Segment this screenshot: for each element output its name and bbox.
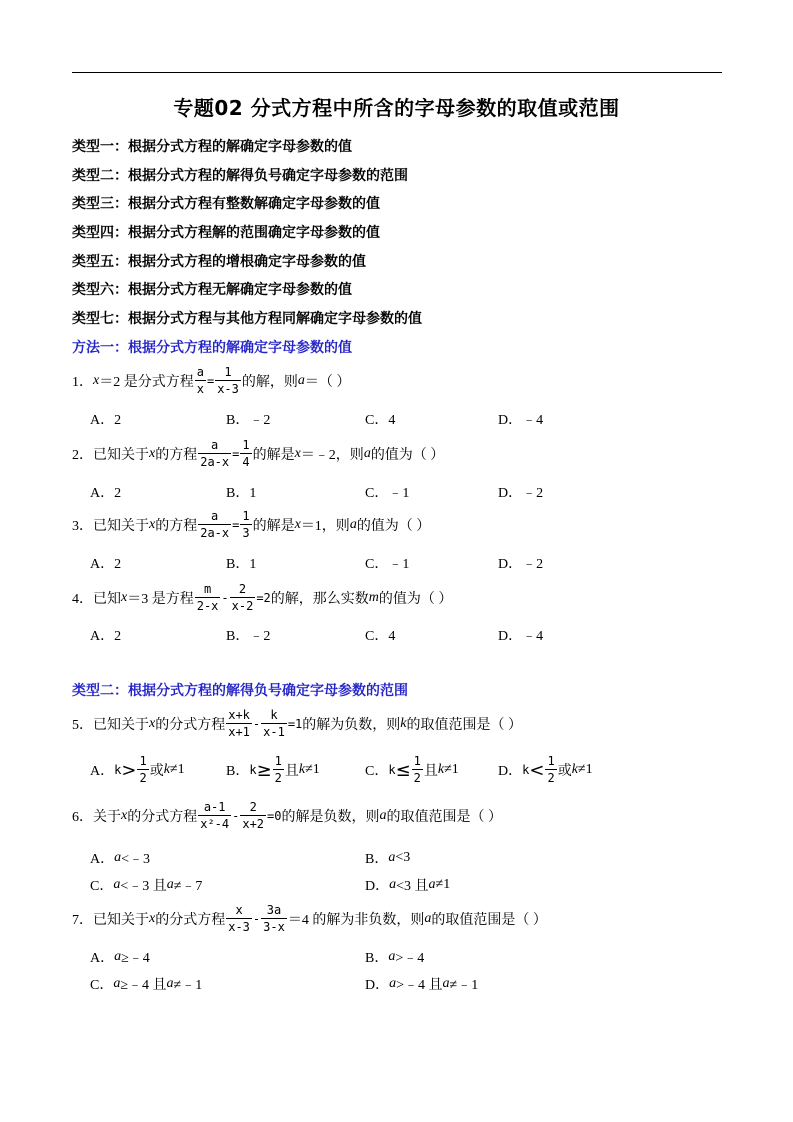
option-c[interactable]: C．﹣1 (365, 557, 410, 572)
option-a[interactable]: A．2 (90, 557, 122, 572)
option-b[interactable]: B．1 (226, 557, 257, 572)
option-a[interactable]: A．2 (90, 486, 122, 501)
question-3: 3． 已知关于 x 的方程 $\frac{a}{2a-x}$ = $\frac{1}{3}$ 的解是 x ＝1，则 a 的值为（ ） (72, 509, 431, 540)
option-c[interactable]: C．4 (365, 413, 396, 428)
option-d[interactable]: D．﹣2 (498, 557, 544, 572)
fraction: $\frac{a-1}{\text{x²-4}}$ (200, 800, 230, 831)
option-d[interactable]: D．﹣4 (498, 629, 544, 644)
option-b[interactable]: B． a <3 (365, 850, 411, 867)
fraction: $\frac{a}{2a-x}$ (200, 438, 230, 469)
fraction: $\frac{k}{x-1}$ (263, 708, 285, 739)
option-a[interactable]: A． a ≥﹣4 (90, 949, 150, 966)
fraction: $\frac{3a}{3-x}$ (263, 903, 285, 934)
fraction: $\frac{2}{x-2}$ (231, 582, 254, 613)
option-a[interactable]: A．2 (90, 629, 122, 644)
type-list-item: 类型六：根据分式方程无解确定字母参数的值 (72, 282, 352, 298)
type-list-item: 类型一：根据分式方程的解确定字母参数的值 (72, 139, 352, 155)
option-d[interactable]: D．﹣2 (498, 486, 544, 501)
header-rule (72, 72, 722, 73)
fraction: $\frac{x}{x-3}$ (228, 903, 250, 934)
type-list-item: 类型三：根据分式方程有整数解确定字母参数的值 (72, 196, 380, 212)
question-4: 4． 已知 x ＝3 是方程 $\frac{m}{2-x}$ - $\frac{2}{x-2}$ =2 的解，那么实数 m 的值为（ ） (72, 582, 453, 613)
question-1: 1． x ＝2 是分式方程 $\frac{a}{x}$ = $\frac{1}{x-3}$ 的解，则 a ＝（ ） (72, 365, 351, 396)
option-a[interactable]: A． a <﹣3 (90, 850, 151, 867)
question-5: 5． 已知关于 x 的分式方程 $\frac{x+k}{x+1}$ - $\frac{k}{x-1}$ =1 的解为负数，则 k 的取值范围是（ ） (72, 708, 522, 739)
type-list-item: 类型四：根据分式方程解的范围确定字母参数的值 (72, 225, 380, 241)
question-6: 6． 关于 x 的分式方程 $\frac{a-1}{\text{x²-4}}$ - $\frac{2}{x+2}$ =0 的解是负数，则 a 的取值范围是（ ） (72, 800, 502, 831)
option-c[interactable]: C． a <﹣3 且 a ≠﹣7 (90, 877, 203, 894)
option-d[interactable]: D． a >﹣4 且 a ≠﹣1 (365, 976, 479, 993)
question-7: 7． 已知关于 x 的分式方程 $\frac{x}{x-3}$ - $\frac{3a}{3-x}$ ＝4 的解为非负数，则 a 的取值范围是（ ） (72, 903, 547, 934)
option-b[interactable]: B． a >﹣4 (365, 949, 425, 966)
option-c[interactable]: C． a ≥﹣4 且 a ≠﹣1 (90, 976, 203, 993)
section-heading: 类型二：根据分式方程的解得负号确定字母参数的范围 (72, 683, 408, 699)
fraction: $\frac{x+k}{x+1}$ (228, 708, 250, 739)
question-2: 2． 已知关于 x 的方程 $\frac{a}{2a-x}$ = $\frac{1}{4}$ 的解是 x ＝﹣2，则 a 的值为（ ） (72, 438, 445, 469)
page-title: 专题02 分式方程中所含的字母参数的取值或范围 (173, 96, 620, 120)
fraction: $\frac{m}{2-x}$ (196, 582, 219, 613)
option-b[interactable]: B．﹣2 (226, 413, 271, 428)
option-d[interactable]: D．﹣4 (498, 413, 544, 428)
option-b[interactable]: B．1 (226, 486, 257, 501)
fraction: $\frac{1}{x-3}$ (217, 365, 239, 396)
option-b[interactable]: B．﹣2 (226, 629, 271, 644)
fraction: $\frac{a}{2a-x}$ (200, 509, 230, 540)
option-c[interactable]: C． k ≤ $\frac{1}{2}$ 且 k ≠1 (365, 754, 459, 785)
option-d[interactable]: D． a <3 且 a ≠1 (365, 877, 451, 894)
type-list-item: 类型七：根据分式方程与其他方程同解确定字母参数的值 (72, 311, 422, 327)
option-a[interactable]: A． k > $\frac{1}{2}$ 或 k ≠1 (90, 754, 185, 785)
fraction: $\frac{a}{x}$ (196, 365, 204, 396)
type-list-item: 类型二：根据分式方程的解得负号确定字母参数的范围 (72, 168, 408, 184)
option-d[interactable]: D． k < $\frac{1}{2}$ 或 k ≠1 (498, 754, 593, 785)
fraction: $\frac{1}{3}$ (242, 509, 250, 540)
option-c[interactable]: C．﹣1 (365, 486, 410, 501)
option-b[interactable]: B． k ≥ $\frac{1}{2}$ 且 k ≠1 (226, 754, 320, 785)
option-c[interactable]: C．4 (365, 629, 396, 644)
option-a[interactable]: A．2 (90, 413, 122, 428)
fraction: $\frac{1}{4}$ (242, 438, 250, 469)
fraction: $\frac{2}{x+2}$ (242, 800, 265, 831)
type-list-item: 类型五：根据分式方程的增根确定字母参数的值 (72, 254, 366, 270)
section-heading: 方法一：根据分式方程的解确定字母参数的值 (72, 340, 352, 356)
